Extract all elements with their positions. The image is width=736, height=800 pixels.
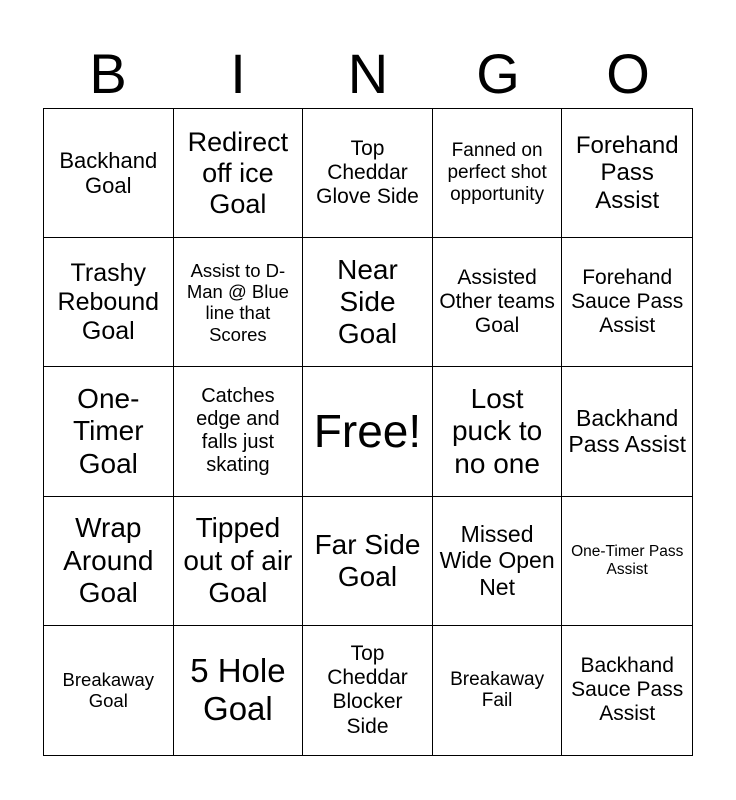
- bingo-cell[interactable]: [562, 109, 692, 238]
- cell-text: Far Side Goal: [314, 528, 421, 592]
- bingo-cell[interactable]: [433, 367, 563, 496]
- bingo-cell[interactable]: [433, 497, 563, 626]
- bingo-cell[interactable]: [433, 238, 563, 367]
- bingo-cell[interactable]: [174, 626, 304, 755]
- bingo-cell[interactable]: [174, 109, 304, 238]
- free-space-text: Free!: [313, 405, 422, 458]
- cell-text: Trashy Rebound Goal: [57, 259, 160, 345]
- bingo-cell[interactable]: [303, 497, 433, 626]
- cell-text: Top Cheddar Blocker Side: [327, 642, 408, 738]
- cell-text: Fanned on perfect shot opportunity: [447, 140, 547, 206]
- bingo-cell[interactable]: [562, 367, 692, 496]
- bingo-cell[interactable]: [303, 238, 433, 367]
- header-letter-i: I: [230, 42, 246, 105]
- bingo-cell[interactable]: [174, 367, 304, 496]
- cell-text: Near Side Goal: [337, 254, 398, 350]
- bingo-cell[interactable]: [433, 109, 563, 238]
- cell-text: Breakaway Goal: [62, 669, 155, 712]
- cell-text: Backhand Goal: [59, 147, 158, 199]
- bingo-cell[interactable]: [562, 238, 692, 367]
- cell-text: Catches edge and falls just skating: [196, 385, 280, 477]
- cell-text: Lost puck to no one: [451, 383, 543, 479]
- cell-text: Redirect off ice Goal: [187, 126, 289, 219]
- free-space-cell[interactable]: [303, 367, 433, 496]
- cell-text: Wrap Around Goal: [63, 512, 154, 608]
- cell-text: Breakaway Fail: [450, 668, 545, 712]
- cell-text: Assisted Other teams Goal: [439, 266, 555, 338]
- bingo-header: [43, 40, 693, 108]
- header-letter-n: N: [347, 42, 389, 105]
- bingo-cell[interactable]: [433, 626, 563, 755]
- cell-text: Assist to D-Man @ Blue line that Scores: [186, 259, 289, 345]
- bingo-cell[interactable]: [174, 238, 304, 367]
- header-letter-o: O: [606, 42, 650, 105]
- bingo-board: [43, 108, 693, 756]
- cell-text: One-Timer Pass Assist: [571, 542, 684, 578]
- bingo-cell[interactable]: [44, 109, 174, 238]
- header-letter-g: G: [476, 42, 520, 105]
- cell-text: Missed Wide Open Net: [439, 521, 555, 600]
- header-letter-b: B: [89, 42, 127, 105]
- bingo-cell[interactable]: [562, 497, 692, 626]
- cell-text: Backhand Pass Assist: [568, 405, 686, 458]
- bingo-cell[interactable]: [174, 497, 304, 626]
- cell-text: Backhand Sauce Pass Assist: [571, 654, 684, 726]
- cell-text: Forehand Sauce Pass Assist: [571, 266, 684, 338]
- cell-text: 5 Hole Goal: [190, 652, 286, 728]
- cell-text: Forehand Pass Assist: [575, 131, 679, 214]
- bingo-cell[interactable]: [562, 626, 692, 755]
- bingo-cell[interactable]: [303, 109, 433, 238]
- bingo-cell[interactable]: [44, 367, 174, 496]
- cell-text: One-Timer Goal: [73, 383, 144, 479]
- bingo-cell[interactable]: [303, 626, 433, 755]
- bingo-cell[interactable]: [44, 626, 174, 755]
- cell-text: Top Cheddar Glove Side: [316, 136, 419, 209]
- cell-text: Tipped out of air Goal: [183, 512, 293, 608]
- bingo-cell[interactable]: [44, 238, 174, 367]
- bingo-cell[interactable]: [44, 497, 174, 626]
